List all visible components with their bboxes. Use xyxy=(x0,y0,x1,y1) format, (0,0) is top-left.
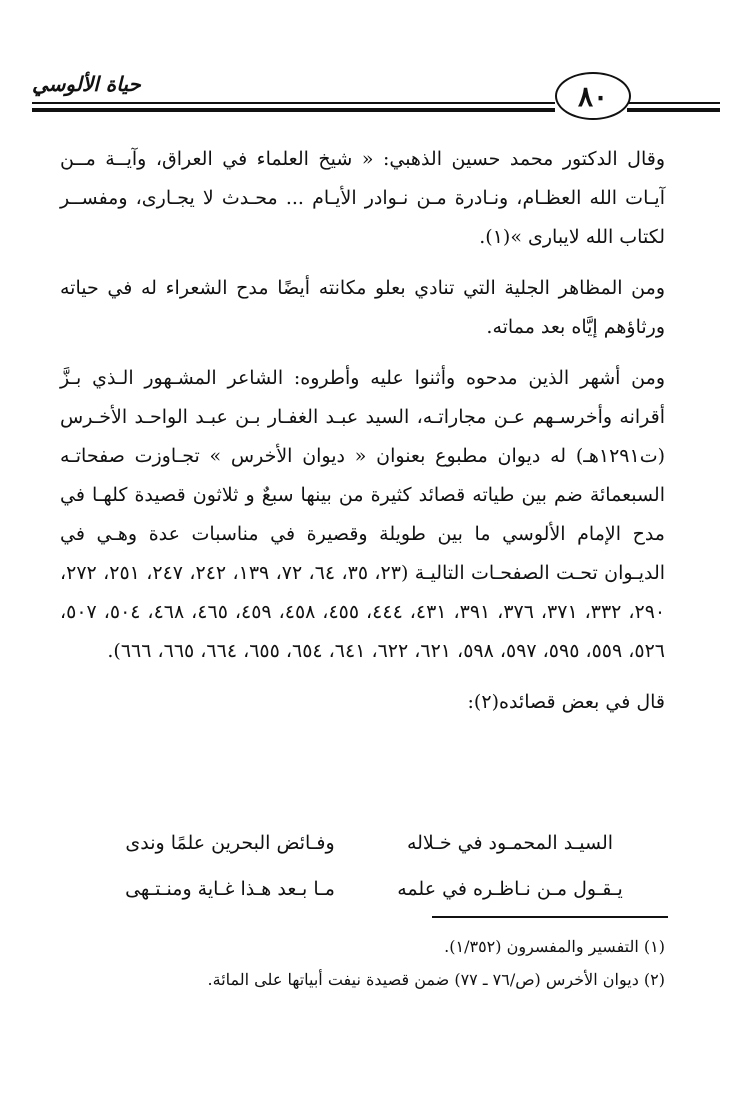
header-rule-thin-right xyxy=(627,102,720,104)
footnote-separator xyxy=(432,916,668,918)
page-number: ٨٠ xyxy=(555,72,631,120)
verse-first-half: السيـد المحمـود في خـلاله xyxy=(406,832,614,854)
verse-second-half: مـا بـعد هـذا غـاية ومنـتـهى xyxy=(125,878,335,900)
paragraph-poets: ومن أشهر الذين مدحوه وأثنوا عليه وأطروه: الشاعر المشـهور الـذي بـزَّ أقرانه وأخرسـهم عـن مجاراتـه، السيد عبـد الغفـار بـن عبـد الواحـد الأخـرس (ت١٢٩١هـ) له ديوان مطبوع بعنوان « ديوان الأخرس » تجـاوزت صفحاتـه السبعمائة ضم بين طياته قصائد كثيرة من بينها سبعٌ و ثلاثون قصيدة كلهـا في مدح الإمام الألوسي ما بين طويلة وقصيرة في مناسبات عدة وهـي في الديـوان تحـت الصفحـات التاليـة (٢٣، ٣٥، ٦٤، ٧٢، ١٣٩، ٢٤٢، ٢٤٧، ٢٥١، ٢٧٢، ٢٩٠، ٣٣٢، ٣٧١، ٣٧٦، ٣٩١، ٤٣١، ٤٤٤، ٤٥٥، ٤٥٨، ٤٥٩، ٤٦٥، ٤٦٨، ٥٠٤، ٥٠٧، ٥٢٦، ٥٥٩، ٥٩٥، ٥٩٧، ٥٩٨، ٦٢١، ٦٢٢، ٦٤١، ٦٥٤، ٦٥٥، ٦٦٤، ٦٦٥، ٦٦٦). xyxy=(60,367,666,662)
poem-verse xyxy=(110,866,630,912)
page-header xyxy=(30,60,720,120)
paragraph-quote: وقال الدكتور محمد حسين الذهبي: « شيخ العلماء في العراق، وآيــة مــن آيـات الله العظـام، ونـادرة مـن نـوادر الأيـام ... محـدث لا يجـارى، ومفســر لكتاب الله لايبارى »(١). xyxy=(60,148,665,248)
poem-verse xyxy=(110,820,630,866)
header-rule-thin xyxy=(32,102,555,104)
footnotes xyxy=(60,930,665,996)
poem xyxy=(110,820,630,912)
footnote-1: (١) التفسير والمفسرون (١/٣٥٢). xyxy=(444,937,665,956)
verse-first-half: يـقـول مـن نـاظـره في علمه xyxy=(397,878,623,900)
header-rule-thick xyxy=(32,108,555,112)
paragraph-praise: ومن المظاهر الجلية التي تنادي بعلو مكانته أيضًا مدح الشعراء له في حياته ورثاؤهم إيَّاه بعد مماته. xyxy=(60,277,665,338)
footnote-2: (٢) ديوان الأخرس (ص/٧٦ ـ ٧٧) ضمن قصيدة نيفت أبياتها على المائة. xyxy=(207,970,665,989)
paragraph-intro-verse: قال في بعض قصائده(٢): xyxy=(467,691,665,713)
verse-second-half: وفـائض البحرين علمًا وندى xyxy=(125,832,335,854)
header-rule-thick-right xyxy=(627,108,720,112)
main-text xyxy=(60,140,665,734)
running-title: حياة الألوسي xyxy=(32,72,141,96)
